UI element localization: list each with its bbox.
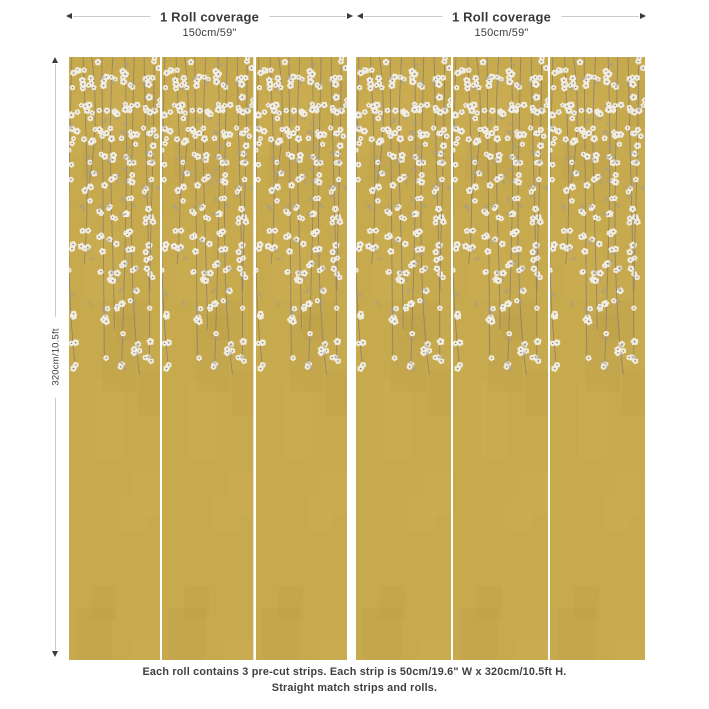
arrowhead-down-icon xyxy=(52,651,58,657)
caption-line-2: Straight match strips and rolls. xyxy=(271,682,438,694)
caption-line-1: Each roll contains 3 pre-cut strips. Each strip is 50cm/19.6" W x 320cm/10.5ft H. xyxy=(142,666,567,678)
arrowhead-left-icon xyxy=(357,13,363,19)
wallpaper-strip xyxy=(356,57,451,660)
roll-2-coverage-label: 1 Roll coverage xyxy=(442,10,561,25)
arrowhead-right-icon xyxy=(640,13,646,19)
arrowhead-left-icon xyxy=(66,13,72,19)
arrowhead-right-icon xyxy=(347,13,353,19)
roll-2-width-value: 150cm/59" xyxy=(474,27,529,39)
dimension-roll-height xyxy=(49,57,62,657)
wallpaper-roll-2 xyxy=(356,57,645,660)
wallpaper-strip xyxy=(256,57,347,660)
dimension-roll-1-width xyxy=(66,10,353,24)
wallpaper-strip xyxy=(550,57,645,660)
roll-1-width-value: 150cm/59" xyxy=(182,27,237,39)
dimension-roll-2-width xyxy=(357,10,646,24)
roll-1-coverage-label: 1 Roll coverage xyxy=(150,10,269,25)
arrowhead-up-icon xyxy=(52,57,58,63)
wallpaper-strip xyxy=(162,57,253,660)
roll-height-value: 320cm/10.5ft xyxy=(50,316,61,397)
caption xyxy=(0,664,709,696)
wallpaper-strip xyxy=(69,57,160,660)
wallpaper-strip xyxy=(453,57,548,660)
wallpaper-roll-1 xyxy=(69,57,347,660)
